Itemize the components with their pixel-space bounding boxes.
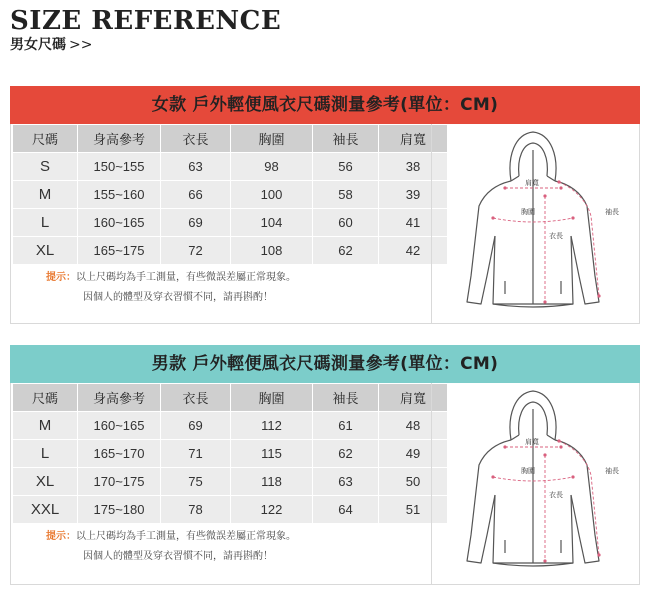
note-text-2: 因個人的體型及穿衣習慣不同，請再斟酌！ <box>83 292 273 303</box>
men-section-body <box>10 383 640 585</box>
note-text-2: 因個人的體型及穿衣習慣不同，請再斟酌！ <box>83 551 273 562</box>
column-header-shoulder: 肩寬 <box>379 125 448 153</box>
label-sleeve: 袖長 <box>605 467 619 475</box>
table-cell: XL <box>13 468 78 496</box>
column-header-chest: 胸圍 <box>231 125 313 153</box>
label-chest: 胸圍 <box>521 467 535 475</box>
note-line-1 <box>46 268 296 288</box>
table-cell: 62 <box>313 237 379 265</box>
jacket-drawing <box>453 385 633 581</box>
table-row <box>13 440 448 468</box>
label-length: 衣長 <box>549 232 563 240</box>
subtitle-arrow: >> <box>69 37 93 53</box>
table-cell: 115 <box>231 440 313 468</box>
table-cell: 48 <box>379 412 448 440</box>
label-shoulder: 肩寬 <box>525 438 539 446</box>
table-cell: 175~180 <box>78 496 161 524</box>
label-shoulder: 肩寬 <box>525 179 539 187</box>
table-cell: 39 <box>379 181 448 209</box>
jacket-diagram-icon <box>453 126 633 322</box>
table-header-row <box>13 384 448 412</box>
women-size-section <box>10 86 640 324</box>
table-cell: L <box>13 209 78 237</box>
column-header-length: 衣長 <box>161 384 231 412</box>
jacket-drawing <box>453 126 633 322</box>
page-title: SIZE REFERENCE <box>10 6 282 36</box>
table-cell: 112 <box>231 412 313 440</box>
table-cell: 62 <box>313 440 379 468</box>
table-cell: 41 <box>379 209 448 237</box>
table-cell: 118 <box>231 468 313 496</box>
note-label: 提示： <box>46 531 76 542</box>
table-cell: XL <box>13 237 78 265</box>
table-cell: 98 <box>231 153 313 181</box>
column-header-shoulder: 肩寬 <box>379 384 448 412</box>
table-cell: 69 <box>161 412 231 440</box>
note-line-1 <box>46 527 296 547</box>
men-measurement-note <box>46 527 296 567</box>
table-cell: 122 <box>231 496 313 524</box>
table-cell: 100 <box>231 181 313 209</box>
table-cell: 69 <box>161 209 231 237</box>
table-cell: M <box>13 181 78 209</box>
men-size-section <box>10 345 640 585</box>
table-cell: L <box>13 440 78 468</box>
table-cell: 38 <box>379 153 448 181</box>
table-cell: 71 <box>161 440 231 468</box>
table-cell: 60 <box>313 209 379 237</box>
table-cell: 42 <box>379 237 448 265</box>
women-size-table <box>12 124 448 265</box>
column-header-sleeve: 袖長 <box>313 384 379 412</box>
table-row <box>13 412 448 440</box>
table-cell: 170~175 <box>78 468 161 496</box>
table-cell: 160~165 <box>78 412 161 440</box>
column-header-size: 尺碼 <box>13 125 78 153</box>
subtitle-text: 男女尺碼 <box>10 37 66 53</box>
table-cell: 63 <box>313 468 379 496</box>
section-divider <box>431 124 432 323</box>
table-cell: 78 <box>161 496 231 524</box>
column-header-length: 衣長 <box>161 125 231 153</box>
table-cell: 75 <box>161 468 231 496</box>
label-length: 衣長 <box>549 491 563 499</box>
page-header <box>10 6 281 54</box>
table-cell: 63 <box>161 153 231 181</box>
table-cell: 165~170 <box>78 440 161 468</box>
column-header-chest: 胸圍 <box>231 384 313 412</box>
table-cell: 51 <box>379 496 448 524</box>
table-cell: 155~160 <box>78 181 161 209</box>
table-row <box>13 237 448 265</box>
table-header-row <box>13 125 448 153</box>
table-cell: 61 <box>313 412 379 440</box>
column-header-height: 身高參考 <box>78 125 161 153</box>
table-cell: 64 <box>313 496 379 524</box>
table-cell: M <box>13 412 78 440</box>
table-cell: S <box>13 153 78 181</box>
table-cell: XXL <box>13 496 78 524</box>
women-section-body <box>10 124 640 324</box>
table-cell: 58 <box>313 181 379 209</box>
label-sleeve: 袖長 <box>605 208 619 216</box>
column-header-size: 尺碼 <box>13 384 78 412</box>
table-row <box>13 496 448 524</box>
table-row <box>13 209 448 237</box>
note-text-1: 以上尺碼均為手工測量，有些微誤差屬正常現象。 <box>76 272 296 283</box>
table-cell: 150~155 <box>78 153 161 181</box>
table-row <box>13 181 448 209</box>
column-header-height: 身高參考 <box>78 384 161 412</box>
women-section-banner: 女款 戶外輕便風衣尺碼測量參考(單位：CM) <box>10 86 640 124</box>
note-text-1: 以上尺碼均為手工測量，有些微誤差屬正常現象。 <box>76 531 296 542</box>
table-cell: 50 <box>379 468 448 496</box>
women-measurement-note <box>46 268 296 308</box>
table-cell: 56 <box>313 153 379 181</box>
section-divider <box>431 383 432 584</box>
table-cell: 160~165 <box>78 209 161 237</box>
table-cell: 72 <box>161 237 231 265</box>
table-row <box>13 153 448 181</box>
label-chest: 胸圍 <box>521 208 535 216</box>
men-section-banner: 男款 戶外輕便風衣尺碼測量參考(單位：CM) <box>10 345 640 383</box>
table-cell: 104 <box>231 209 313 237</box>
column-header-sleeve: 袖長 <box>313 125 379 153</box>
table-cell: 165~175 <box>78 237 161 265</box>
table-cell: 49 <box>379 440 448 468</box>
men-size-table <box>12 383 448 524</box>
table-row <box>13 468 448 496</box>
table-cell: 66 <box>161 181 231 209</box>
table-cell: 108 <box>231 237 313 265</box>
note-label: 提示： <box>46 272 76 283</box>
page-subtitle <box>10 36 281 54</box>
jacket-diagram-icon <box>453 385 633 581</box>
